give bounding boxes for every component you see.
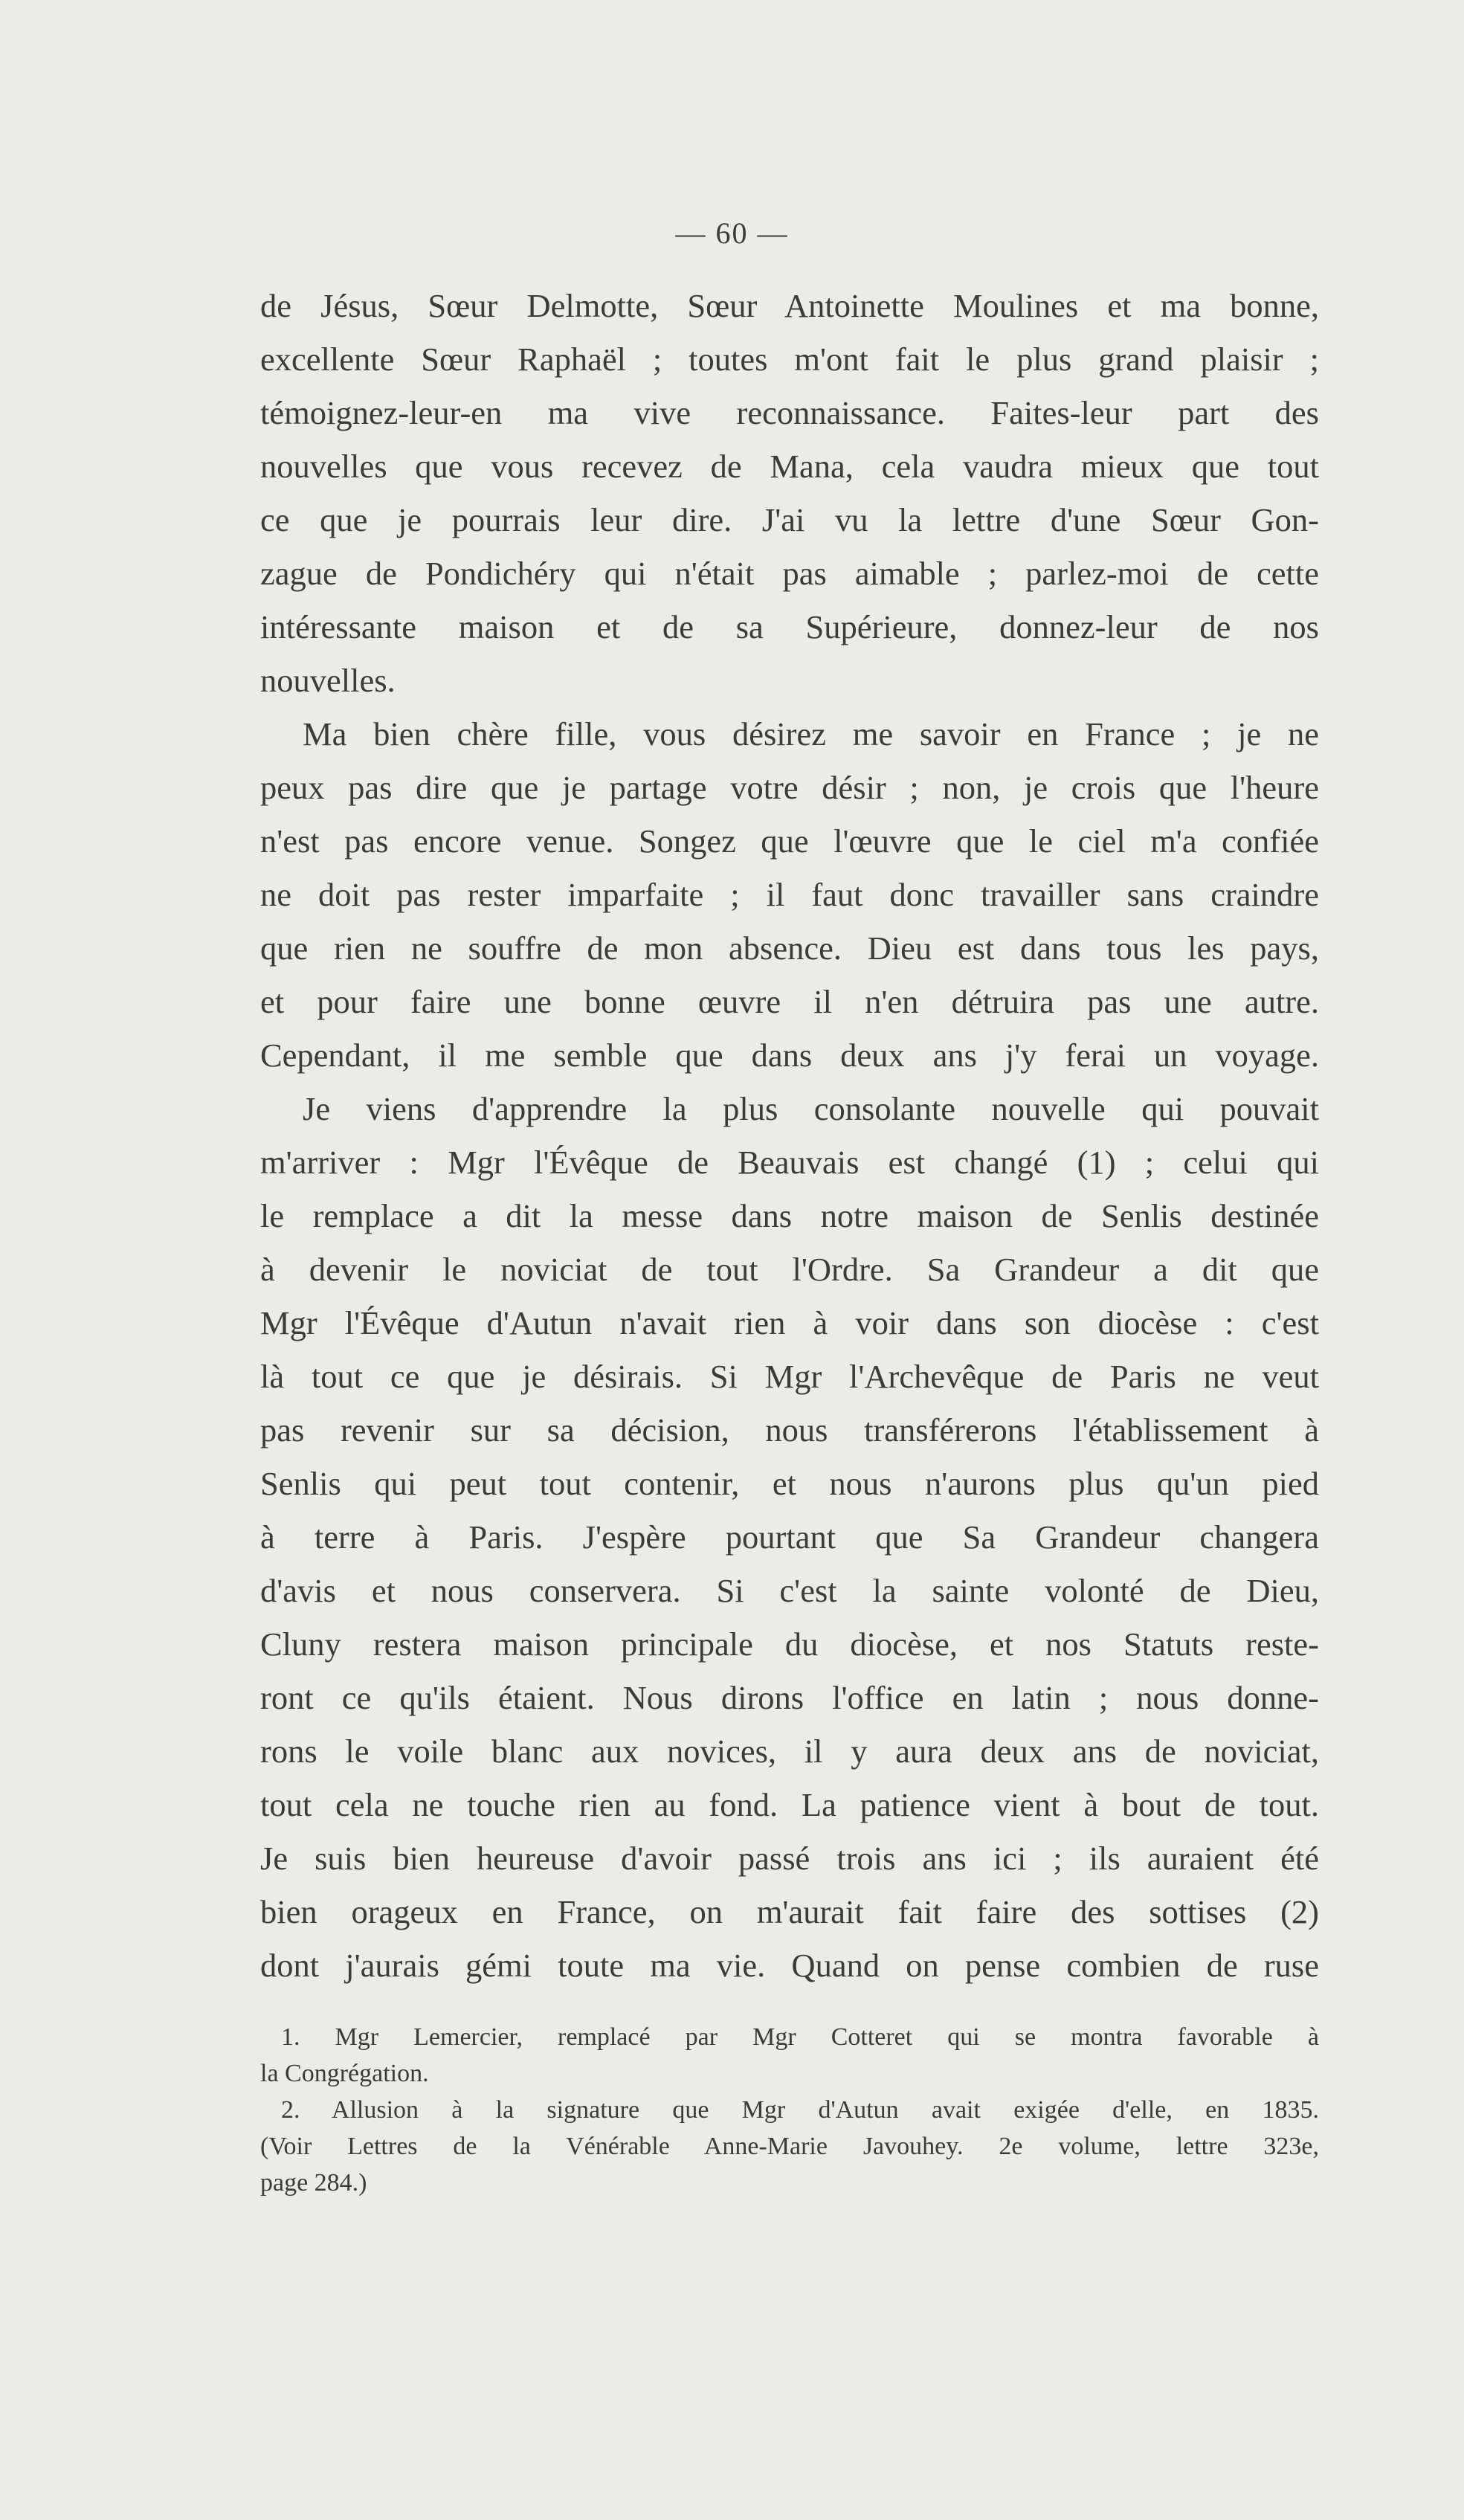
text-line: rons le voile blanc aux novices, il y aura deux ans de noviciat, (260, 1733, 1319, 1770)
footnote-line: page 284.) (260, 2169, 367, 2197)
text-line: que rien ne souffre de mon absence. Dieu est dans tous les pays, (260, 929, 1319, 967)
text-line: intéressante maison et de sa Supérieure, donnez-leur de nos (260, 608, 1319, 645)
text-line: d'avis et nous conservera. Si c'est la sainte volonté de Dieu, (260, 1572, 1319, 1609)
footnote-line: la Congrégation. (260, 2060, 429, 2087)
text-line: n'est pas encore venue. Songez que l'œuvre que le ciel m'a confiée (260, 822, 1319, 860)
text-line: bien orageux en France, on m'aurait fait faire des sottises (2) (260, 1893, 1319, 1930)
text-line: zague de Pondichéry qui n'était pas aimable ; parlez-moi de cette (260, 555, 1319, 592)
footnote-line: 2. Allusion à la signature que Mgr d'Autun avait exigée d'elle, en 1835. (281, 2096, 1319, 2124)
text-line: Cependant, il me semble que dans deux ans j'y ferai un voyage. (260, 1037, 1319, 1074)
text-line: excellente Sœur Raphaël ; toutes m'ont fait le plus grand plaisir ; (260, 341, 1319, 378)
footnote-line: (Voir Lettres de la Vénérable Anne-Marie Javouhey. 2e volume, lettre 323e, (260, 2133, 1319, 2160)
text-line: là tout ce que je désirais. Si Mgr l'Archevêque de Paris ne veut (260, 1358, 1319, 1395)
text-line: tout cela ne touche rien au fond. La patience vient à bout de tout. (260, 1786, 1319, 1823)
text-line: et pour faire une bonne œuvre il n'en détruira pas une autre. (260, 983, 1319, 1020)
text-line: Mgr l'Évêque d'Autun n'avait rien à voir dans son diocèse : c'est (260, 1304, 1319, 1341)
text-line: Je suis bien heureuse d'avoir passé trois ans ici ; ils auraient été (260, 1840, 1319, 1877)
text-line: à terre à Paris. J'espère pourtant que Sa Grandeur changera (260, 1518, 1319, 1556)
text-line: Senlis qui peut tout contenir, et nous n'aurons plus qu'un pied (260, 1465, 1319, 1502)
text-line: peux pas dire que je partage votre désir ; non, je crois que l'heure (260, 769, 1319, 806)
text-line: ne doit pas rester imparfaite ; il faut donc travailler sans craindre (260, 876, 1319, 913)
page-number: — 60 — (675, 216, 789, 250)
text-line: de Jésus, Sœur Delmotte, Sœur Antoinette Moulines et ma bonne, (260, 287, 1319, 324)
text-line: témoignez-leur-en ma vive reconnaissance. Faites-leur part des (260, 394, 1319, 431)
text-line: dont j'aurais gémi toute ma vie. Quand on pense combien de ruse (260, 1947, 1319, 1984)
text-line: Je viens d'apprendre la plus consolante nouvelle qui pouvait (303, 1090, 1319, 1127)
footnotes (260, 2019, 1319, 2201)
text-line: nouvelles. (260, 662, 396, 699)
text-line: m'arriver : Mgr l'Évêque de Beauvais est changé (1) ; celui qui (260, 1144, 1319, 1181)
text-line: Ma bien chère fille, vous désirez me savoir en France ; je ne (303, 715, 1319, 753)
text-line: Cluny restera maison principale du diocèse, et nos Statuts reste- (260, 1625, 1319, 1663)
text-line: le remplace a dit la messe dans notre maison de Senlis destinée (260, 1197, 1319, 1234)
footnote-line: 1. Mgr Lemercier, remplacé par Mgr Cotteret qui se montra favorable à (281, 2023, 1319, 2051)
text-line: ce que je pourrais leur dire. J'ai vu la lettre d'une Sœur Gon- (260, 501, 1319, 538)
body-text (260, 279, 1319, 1992)
text-line: à devenir le noviciat de tout l'Ordre. Sa Grandeur a dit que (260, 1251, 1319, 1288)
text-line: nouvelles que vous recevez de Mana, cela vaudra mieux que tout (260, 448, 1319, 485)
text-line: pas revenir sur sa décision, nous transférerons l'établissement à (260, 1411, 1319, 1448)
text-line: ront ce qu'ils étaient. Nous dirons l'office en latin ; nous donne- (260, 1679, 1319, 1716)
